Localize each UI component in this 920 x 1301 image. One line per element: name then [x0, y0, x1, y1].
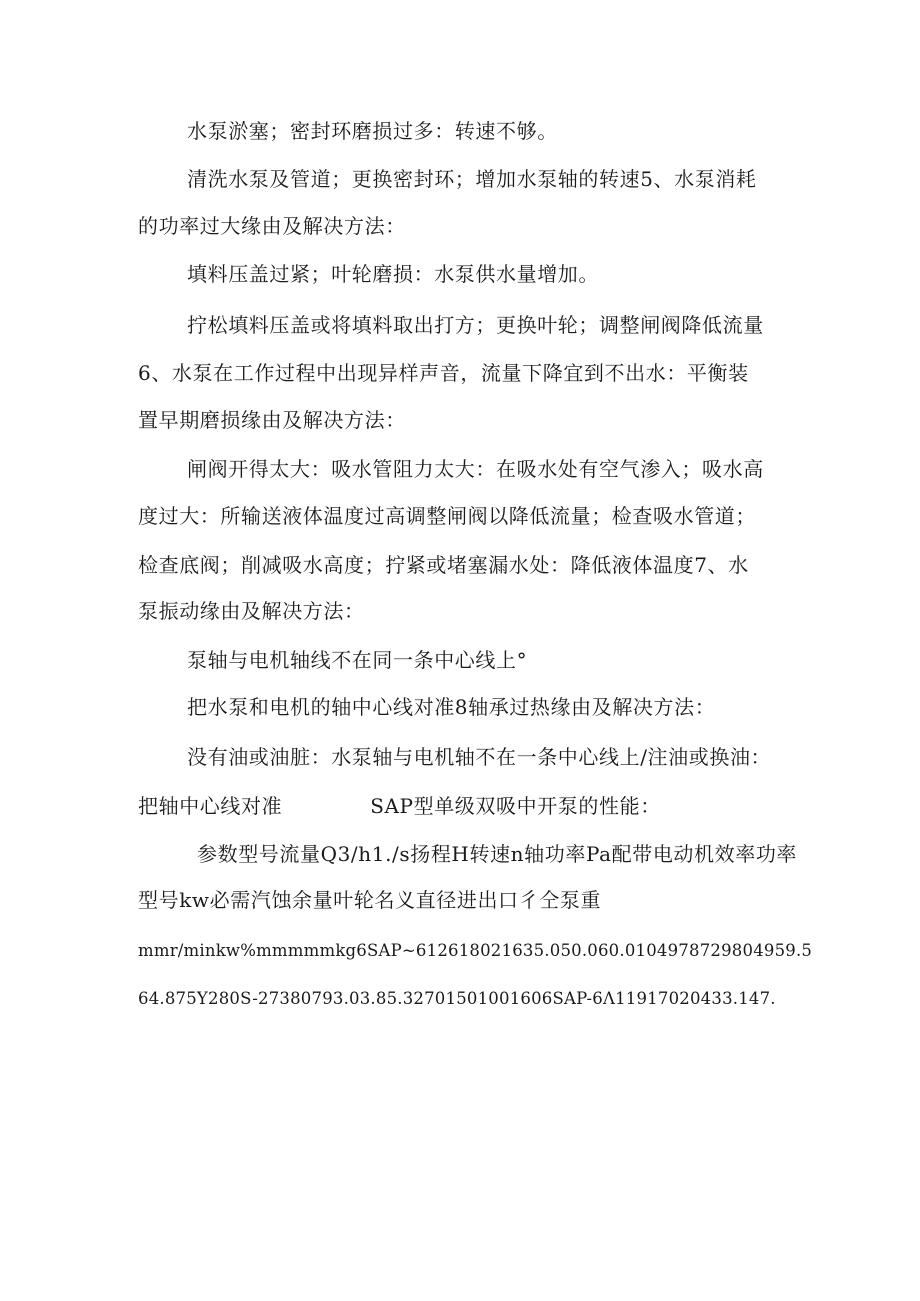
text-line: 的功率过大缘由及解决方法：	[138, 214, 406, 238]
text-line: 6、水泵在工作过程中出现异样声音，流量下降宜到不出水：平衡装	[138, 361, 749, 385]
text-line: 清洗水泵及管道；更换密封环；增加水泵轴的转速5、水泵消耗	[187, 167, 757, 191]
text-line: 没有油或油脏：水泵轴与电机轴不在一条中心线上/注油或换油：	[187, 745, 772, 769]
text-line: mmr/minkw%mmmmmkg6SAP~612618021635.050.060.0104978729804959.5	[138, 941, 813, 960]
text-line: 把水泵和电机的轴中心线对准8轴承过热缘由及解决方法：	[187, 695, 716, 719]
text-line: 拧松填料压盖或将填料取出打方；更换叶轮；调整闸阀降低流量	[187, 313, 764, 337]
text-line	[138, 792, 661, 820]
text-line: 泵轴与电机轴线不在同一条中心线上°	[187, 648, 528, 672]
text-line: 型号kw必需汽蚀余量叶轮名义直径进出口彳仝泵重	[138, 888, 602, 912]
text-fragment: SAP型单级双吸中开泵的性能：	[370, 794, 661, 818]
text-line: 度过大：所输送液体温度过高调整闸阀以降低流量；检查吸水管道；	[138, 504, 756, 528]
text-line: 检查底阀；削减吸水高度；拧紧或堵塞漏水处：降低液体温度7、水	[138, 553, 749, 577]
text-line: 闸阀开得太大：吸水管阻力太大：在吸水处有空气渗入；吸水高	[187, 457, 764, 481]
text-line: 泵振动缘由及解决方法：	[138, 599, 365, 623]
text-fragment: 把轴中心线对准	[138, 794, 283, 818]
text-line: 参数型号流量Q3/h1./s扬程H转速n轴功率Pa配带电动机效率功率	[197, 842, 798, 866]
text-line: 64.875Y280S-27380793.03.85.32701501001606SAP-6Λ11917020433.147.	[138, 989, 776, 1008]
text-line: 填料压盖过紧；叶轮磨损：水泵供水量增加。	[187, 262, 599, 286]
text-line: 置早期磨损缘由及解决方法：	[138, 408, 406, 432]
text-line: 水泵淤塞；密封环磨损过多：转速不够。	[187, 119, 558, 143]
